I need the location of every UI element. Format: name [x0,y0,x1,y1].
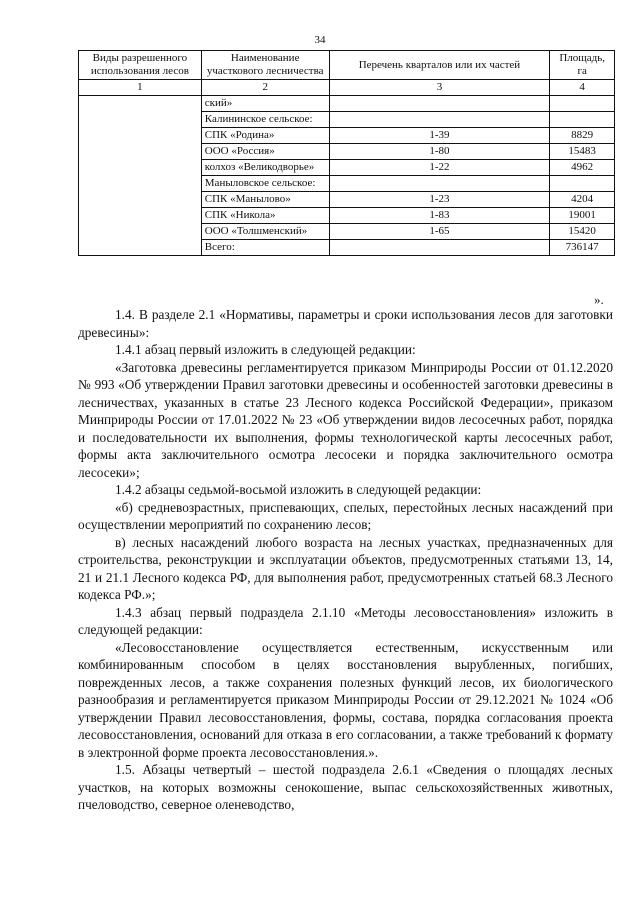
paragraph-1-4-1: 1.4.1 абзац первый изложить в следующей редакции: [115,342,416,357]
paragraph-1-4-3: 1.4.3 абзац первый подраздела 2.1.10 «Методы лесовосстановления» изложить в следующей редакции: [78,604,613,637]
forestry-name-cell: ский» [201,96,329,112]
quarters-cell: 1-80 [329,144,550,160]
forestry-name-cell: СПК «Манылово» [201,192,329,208]
table-number-row [79,80,615,96]
quarters-cell [329,112,550,128]
total-label-cell: Всего: [201,240,329,256]
quarters-cell [329,176,550,192]
paragraph-harvesting-quote: «Заготовка древесины регламентируется приказом Минприроды России от 01.12.2020 № 993 «Об утверждении Правил заготовки древесины и особенностей заготовки древесины в лесничествах, указанных в статье 23 Лесного кодекса Российской Федерации», приказом Минприроды России от 17.01.2022 № 23 «Об утверждении видов лесосечных работ, порядка и последовательности их выполнения, формы технологической карты лесосечных работ, формы акта заключительного осмотра лесосеки и порядка заключительного осмотра лесосеки»; [78,359,613,480]
forestry-name-cell: ООО «Россия» [201,144,329,160]
column-number-1: 1 [79,80,202,96]
forestry-name-cell: колхоз «Великодворье» [201,160,329,176]
header-forestry-name: Наименование участкового лесничества [201,51,329,80]
area-cell: 15420 [550,224,615,240]
area-cell: 19001 [550,208,615,224]
header-quarters: Перечень кварталов или их частей [329,51,550,80]
paragraph-1-4: 1.4. В разделе 2.1 «Нормативы, параметры и сроки использования лесов для заготовки древесины»: [78,307,613,340]
quarters-cell: 1-65 [329,224,550,240]
forestry-name-cell: СПК «Родина» [201,128,329,144]
header-area: Площадь, га [550,51,615,80]
table-closing-quote: ». [594,292,604,307]
quarters-cell [329,240,550,256]
table-row [79,96,615,112]
document-body [78,306,613,814]
table-header-row [79,51,615,80]
column-number-2: 2 [201,80,329,96]
area-cell: 4204 [550,192,615,208]
area-cell [550,176,615,192]
column-number-4: 4 [550,80,615,96]
forestry-name-cell: Маныловское сельское: [201,176,329,192]
paragraph-item-b: «б) средневозрастных, приспевающих, спелых, перестойных лесных насаждений при осуществлении мероприятий по сохранению лесов; [78,499,613,532]
paragraph-item-v: в) лесных насаждений любого возраста на лесных участках, предназначенных для строительства, реконструкции и эксплуатации объектов, предусмотренных статьями 13, 14, 21 и 21.1 Лесного кодекса РФ, для выполнения работ, предусмотренных статьей 68.3 Лесного кодекса РФ.»; [78,534,613,602]
area-cell [550,112,615,128]
area-cell: 4962 [550,160,615,176]
quarters-cell: 1-39 [329,128,550,144]
column-number-3: 3 [329,80,550,96]
quarters-cell: 1-22 [329,160,550,176]
forestry-name-cell: Калининское сельское: [201,112,329,128]
forestry-name-cell: СПК «Никола» [201,208,329,224]
use-type-cell [79,96,202,256]
quarters-cell: 1-83 [329,208,550,224]
page-number: 34 [314,34,326,46]
area-cell: 8829 [550,128,615,144]
paragraph-1-4-2: 1.4.2 абзацы седьмой-восьмой изложить в следующей редакции: [115,482,482,497]
quarters-cell: 1-23 [329,192,550,208]
forestry-name-cell: ООО «Толшменский» [201,224,329,240]
header-use-type: Виды разрешенного использования лесов [79,51,202,80]
area-cell [550,96,615,112]
area-cell: 15483 [550,144,615,160]
forest-use-table [78,50,615,256]
total-area-cell: 736147 [550,240,615,256]
paragraph-1-5: 1.5. Абзацы четвертый – шестой подраздела 2.6.1 «Сведения о площадях лесных участков, на которых возможны сенокошение, выпас сельскохозяйственных животных, пчеловодство, северное оленеводство, [78,762,613,812]
quarters-cell [329,96,550,112]
paragraph-reforestation-quote: «Лесовосстановление осуществляется естественным, искусственным или комбинированным способом в целях восстановления вырубленных, погибших, поврежденных лесов, а также сохранения полезных функций лесов, их биологического разнообразия и регламентируется приказом Минприроды России от 29.12.2021 № 1024 «Об утверждении Правил лесовосстановления, формы, состава, порядка согласования проекта лесовосстановления, оснований для отказа в его согласовании, а также требований к формату в электронной форме проекта лесовосстановления.». [78,639,613,760]
